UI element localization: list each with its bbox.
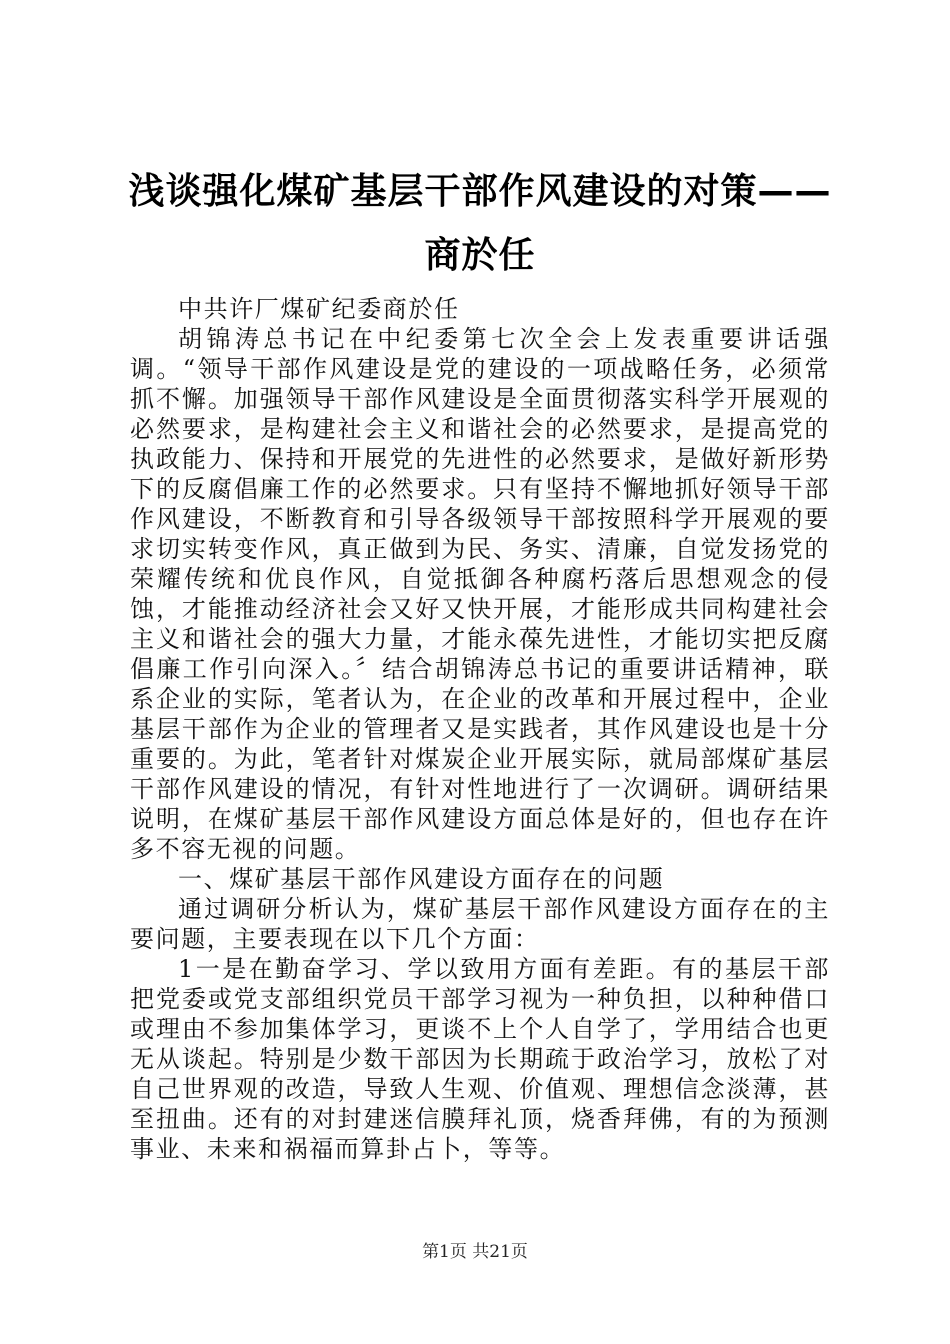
document-body [130,294,830,1164]
section-paragraph: 通过调研分析认为，煤矿基层干部作风建设方面存在的主要问题，主要表现在以下几个方面： [130,895,830,953]
author-line: 中共许厂煤矿纪委商於任 [178,295,460,323]
section-heading: 一、煤矿基层干部作风建设方面存在的问题 [178,865,665,893]
document-title: 浅谈强化煤矿基层干部作风建设的对策——商於任 [128,171,832,276]
section-paragraph: 1一是在勤奋学习、学以致用方面有差距。有的基层干部把党委或党支部组织党员干部学习视为一种负担，以种种借口或理由不参加集体学习，更谈不上个人自学了，学用结合也更无从谈起。特别是少数干部因为长期疏于政治学习，放松了对自己世界观的改造，导致人生观、价值观、理想信念淡薄，甚至扭曲。还有的对封建迷信膜拜礼顶，烧香拜佛，有的为预测事业、未来和祸福而算卦占卜，等等。 [130,955,830,1163]
body-paragraph: 胡锦涛总书记在中纪委第七次全会上发表重要讲话强调。“领导干部作风建设是党的建设的一项战略任务，必须常抓不懈。加强领导干部作风建设是全面贯彻落实科学开展观的必然要求，是构建社会主义和谐社会的必然要求，是提高党的执政能力、保持和开展党的先进性的必然要求，是做好新形势下的反腐倡廉工作的必然要求。只有坚持不懈地抓好领导干部作风建设，不断教育和引导各级领导干部按照科学开展观的要求切实转变作风，真正做到为民、务实、清廉，自觉发扬党的荣耀传统和优良作风，自觉抵御各种腐朽落后思想观念的侵蚀，才能推动经济社会又好又快开展，才能形成共同构建社会主义和谐社会的强大力量，才能永葆先进性，才能切实把反腐倡廉工作引向深入。〞结合胡锦涛总书记的重要讲话精神，联系企业的实际，笔者认为，在企业的改革和开展过程中，企业基层干部作为企业的管理者又是实践者，其作风建设也是十分重要的。为此，笔者针对煤炭企业开展实际，就局部煤矿基层干部作风建设的情况，有针对性地进行了一次调研。调研结果说明，在煤矿基层干部作风建设方面总体是好的，但也存在许多不容无视的问题。 [130,325,830,863]
page-number-footer: 第1页 共21页 [422,1242,528,1262]
